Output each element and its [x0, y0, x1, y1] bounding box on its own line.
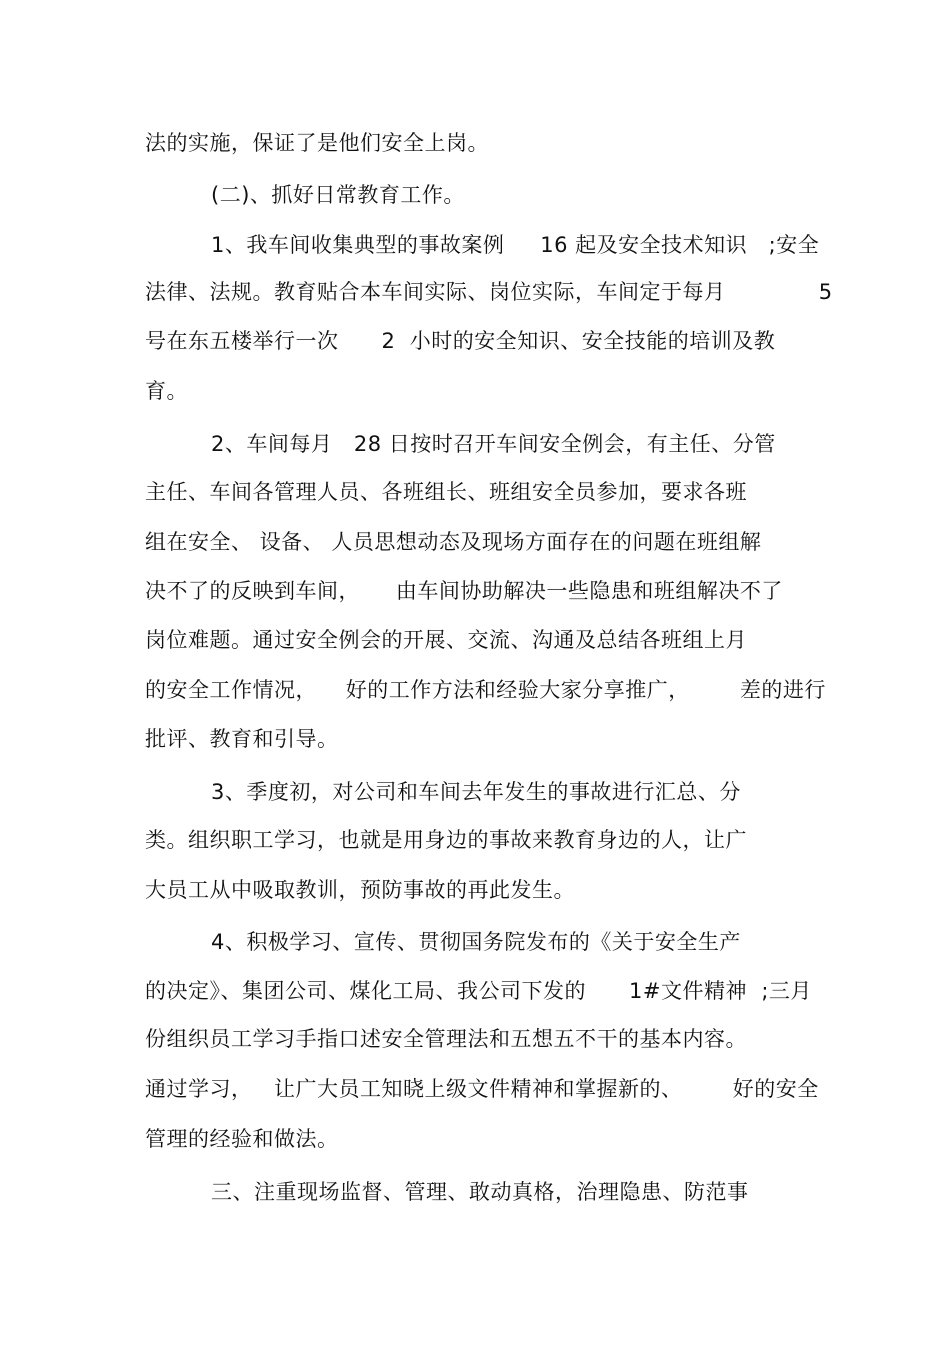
text-line: 岗位难题。通过安全例会的开展、交流、沟通及总结各班组上月	[145, 628, 747, 652]
text-line: 类。组织职工学习，也就是用身边的事故来教育身边的人，让广	[145, 828, 747, 852]
text-line: 份组织员工学习手指口述安全管理法和五想五不干的基本内容。	[145, 1027, 747, 1051]
text-line: 的安全工作情况， 好的工作方法和经验大家分享推广， 差的进行	[145, 678, 826, 702]
text-line: 通过学习， 让广大员工知晓上级文件精神和掌握新的、 好的安全	[145, 1077, 819, 1101]
text-line: 主任、车间各管理人员、各班组长、班组安全员参加，要求各班	[145, 480, 747, 504]
text-line: 育。	[145, 379, 188, 403]
text-line: 管理的经验和做法。	[145, 1127, 339, 1151]
section-heading: (二)、抓好日常教育工作。	[211, 183, 465, 207]
text-line: 1、我车间收集典型的事故案例 16 起及安全技术知识 ;安全	[211, 233, 820, 257]
text-line: 法的实施，保证了是他们安全上岗。	[145, 131, 489, 155]
text-line: 大员工从中吸取教训，预防事故的再此发生。	[145, 878, 575, 902]
text-line: 2、车间每月 28 日按时召开车间安全例会，有主任、分管	[211, 432, 776, 456]
section-heading: 三、注重现场监督、管理、敢动真格，治理隐患、防范事	[211, 1180, 749, 1204]
text-line: 4、积极学习、宣传、贯彻国务院发布的《关于安全生产	[211, 930, 741, 954]
text-line: 3、季度初，对公司和车间去年发生的事故进行汇总、分	[211, 780, 741, 804]
text-line: 法律、法规。教育贴合本车间实际、岗位实际，车间定于每月 5	[145, 280, 833, 304]
text-line: 批评、教育和引导。	[145, 727, 339, 751]
text-line: 组在安全、 设备、 人员思想动态及现场方面存在的问题在班组解	[145, 530, 762, 554]
text-line: 决不了的反映到车间， 由车间协助解决一些隐患和班组解决不了	[145, 579, 783, 603]
text-line: 号在东五楼举行一次 2 小时的安全知识、安全技能的培训及教	[145, 329, 776, 353]
text-line: 的决定》、集团公司、煤化工局、我公司下发的 1#文件精神 ;三月	[145, 979, 812, 1003]
